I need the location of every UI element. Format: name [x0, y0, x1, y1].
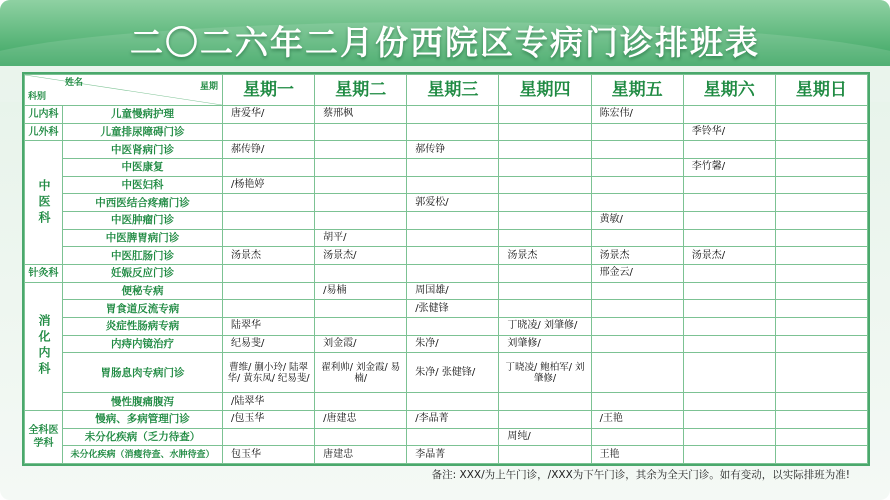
schedule-cell [315, 123, 407, 141]
schedule-cell [775, 123, 867, 141]
schedule-cell: 汤景杰 [223, 247, 315, 265]
day-header-thu: 星期四 [499, 75, 591, 106]
schedule-cell [683, 141, 775, 159]
schedule-cell [683, 176, 775, 194]
schedule-cell [775, 247, 867, 265]
schedule-cell [223, 265, 315, 283]
schedule-cell [775, 176, 867, 194]
schedule-cell [775, 282, 867, 300]
schedule-cell: /包玉华 [223, 410, 315, 428]
schedule-cell: 陈宏伟/ [591, 106, 683, 124]
schedule-cell [499, 159, 591, 177]
schedule-cell: 李晶菁 [407, 446, 499, 464]
schedule-cell: 汤景杰 [591, 247, 683, 265]
schedule-cell: /杨艳婷 [223, 176, 315, 194]
weekday-label: 星期 [199, 82, 218, 92]
schedule-cell [683, 410, 775, 428]
schedule-cell [775, 410, 867, 428]
clinic-name: 中西医结合疼痛门诊 [63, 194, 223, 212]
schedule-cell [775, 159, 867, 177]
schedule-cell: /易楠 [315, 282, 407, 300]
schedule-cell: 汤景杰 [499, 247, 591, 265]
schedule-cell [683, 428, 775, 446]
schedule-cell: 郭爱松/ [407, 194, 499, 212]
schedule-cell [591, 318, 683, 336]
clinic-name: 中医脾胃病门诊 [63, 229, 223, 247]
schedule-cell [775, 393, 867, 411]
schedule-cell [315, 212, 407, 230]
table-row [25, 300, 868, 318]
schedule-cell [499, 194, 591, 212]
clinic-name: 儿童慢病护理 [63, 106, 223, 124]
clinic-name: 慢病、多病管理门诊 [63, 410, 223, 428]
schedule-cell [775, 300, 867, 318]
table-row [25, 229, 868, 247]
schedule-cell [407, 123, 499, 141]
table-row [25, 247, 868, 265]
schedule-cell: 曹维/ 蒯小玲/ 陆翠华/ 黄东凤/ 纪易斐/ [223, 353, 315, 393]
schedule-cell [223, 229, 315, 247]
schedule-cell: 翟利帅/ 刘金霞/ 易楠/ [315, 353, 407, 393]
day-header-mon: 星期一 [223, 75, 315, 106]
schedule-cell: 纪易斐/ [223, 335, 315, 353]
schedule-cell [499, 410, 591, 428]
schedule-cell: 唐建忠 [315, 446, 407, 464]
schedule-cell: 李竹馨/ [683, 159, 775, 177]
day-header-wed: 星期三 [407, 75, 499, 106]
schedule-table-container [22, 72, 870, 466]
schedule-cell [315, 428, 407, 446]
clinic-name: 内痔内镜治疗 [63, 335, 223, 353]
schedule-cell: 胡平/ [315, 229, 407, 247]
schedule-cell [407, 212, 499, 230]
table-row [25, 176, 868, 194]
schedule-cell [407, 318, 499, 336]
schedule-cell [499, 176, 591, 194]
schedule-cell [223, 282, 315, 300]
clinic-name: 胃食道反流专病 [63, 300, 223, 318]
table-row [25, 335, 868, 353]
schedule-cell [499, 265, 591, 283]
name-label: 姓名 [65, 78, 84, 88]
schedule-cell [499, 446, 591, 464]
clinic-name: 未分化疾病（消瘦待查、水肿待查） [63, 446, 223, 464]
day-header-tue: 星期二 [315, 75, 407, 106]
schedule-cell [223, 159, 315, 177]
schedule-cell: 刘金霞/ [315, 335, 407, 353]
table-row [25, 410, 868, 428]
table-row [25, 194, 868, 212]
clinic-name: 中医康复 [63, 159, 223, 177]
table-row [25, 282, 868, 300]
schedule-cell [499, 229, 591, 247]
schedule-cell [499, 141, 591, 159]
day-header-fri: 星期五 [591, 75, 683, 106]
schedule-cell [407, 393, 499, 411]
clinic-name: 慢性腹痛腹泻 [63, 393, 223, 411]
schedule-cell [591, 393, 683, 411]
schedule-cell [683, 229, 775, 247]
table-row [25, 123, 868, 141]
department-cell: 儿外科 [25, 123, 63, 141]
clinic-name: 中医肾病门诊 [63, 141, 223, 159]
table-row [25, 353, 868, 393]
schedule-cell [315, 141, 407, 159]
schedule-cell: 邢金云/ [591, 265, 683, 283]
schedule-table [24, 74, 868, 464]
schedule-cell [591, 300, 683, 318]
schedule-cell [775, 428, 867, 446]
schedule-cell [591, 159, 683, 177]
schedule-cell [315, 265, 407, 283]
schedule-cell [775, 265, 867, 283]
department-cell: 中医科 [25, 141, 63, 265]
table-row [25, 106, 868, 124]
table-row [25, 265, 868, 283]
schedule-cell: /唐建忠 [315, 410, 407, 428]
schedule-cell [683, 446, 775, 464]
schedule-cell [407, 176, 499, 194]
schedule-cell: /陆翠华 [223, 393, 315, 411]
day-header-sun: 星期日 [775, 75, 867, 106]
schedule-cell [683, 353, 775, 393]
schedule-cell [591, 141, 683, 159]
schedule-cell: /王艳 [591, 410, 683, 428]
schedule-cell [315, 159, 407, 177]
department-cell: 全科医学科 [25, 410, 63, 463]
schedule-cell [591, 123, 683, 141]
schedule-cell: 丁晓凌/ 鲍柏军/ 刘肇修/ [499, 353, 591, 393]
schedule-cell [499, 123, 591, 141]
clinic-name: 炎症性肠病专病 [63, 318, 223, 336]
department-cell: 消化内科 [25, 282, 63, 410]
schedule-cell [775, 335, 867, 353]
clinic-name: 中医妇科 [63, 176, 223, 194]
corner-header [25, 75, 223, 106]
schedule-cell [223, 194, 315, 212]
schedule-cell: 汤景杰/ [315, 247, 407, 265]
clinic-name: 妊娠反应门诊 [63, 265, 223, 283]
day-header-sat: 星期六 [683, 75, 775, 106]
schedule-cell [591, 353, 683, 393]
schedule-cell: 包玉华 [223, 446, 315, 464]
schedule-cell [591, 229, 683, 247]
table-row [25, 159, 868, 177]
table-row [25, 428, 868, 446]
table-row [25, 212, 868, 230]
page-title: 二〇二六年二月份西院区专病门诊排班表 [130, 23, 760, 62]
schedule-cell [683, 212, 775, 230]
clinic-name: 中医肿瘤门诊 [63, 212, 223, 230]
schedule-cell [591, 282, 683, 300]
department-label: 科别 [28, 92, 47, 102]
schedule-cell: 蔡邢枫 [315, 106, 407, 124]
schedule-cell [407, 265, 499, 283]
schedule-cell [591, 194, 683, 212]
schedule-cell [407, 428, 499, 446]
schedule-cell: 周国雄/ [407, 282, 499, 300]
schedule-cell [315, 176, 407, 194]
schedule-cell: 陆翠华 [223, 318, 315, 336]
schedule-cell [683, 106, 775, 124]
schedule-cell: /李晶菁 [407, 410, 499, 428]
header-row [25, 75, 868, 106]
schedule-cell: 郝传铮/ [223, 141, 315, 159]
schedule-cell [591, 428, 683, 446]
schedule-cell [315, 300, 407, 318]
schedule-cell [315, 393, 407, 411]
schedule-cell [683, 194, 775, 212]
schedule-cell [407, 229, 499, 247]
table-row [25, 446, 868, 464]
schedule-cell: 王艳 [591, 446, 683, 464]
department-cell: 儿内科 [25, 106, 63, 124]
schedule-cell [407, 247, 499, 265]
schedule-cell [315, 194, 407, 212]
department-cell: 针灸科 [25, 265, 63, 283]
schedule-cell [775, 446, 867, 464]
corner-diagonal [25, 75, 222, 105]
schedule-cell [499, 393, 591, 411]
schedule-cell [223, 428, 315, 446]
schedule-cell [775, 212, 867, 230]
schedule-cell [499, 106, 591, 124]
schedule-cell: 朱净/ [407, 335, 499, 353]
schedule-cell: 唐爱华/ [223, 106, 315, 124]
schedule-cell [683, 318, 775, 336]
schedule-cell [683, 393, 775, 411]
table-row [25, 141, 868, 159]
schedule-cell: 丁晓凌/ 刘肇修/ [499, 318, 591, 336]
schedule-cell [591, 176, 683, 194]
schedule-body [25, 106, 868, 464]
schedule-cell: 郝传铮 [407, 141, 499, 159]
clinic-name: 儿童排尿障碍门诊 [63, 123, 223, 141]
schedule-cell [499, 300, 591, 318]
schedule-cell: 周纯/ [499, 428, 591, 446]
clinic-name: 便秘专病 [63, 282, 223, 300]
clinic-name: 中医肛肠门诊 [63, 247, 223, 265]
schedule-cell [775, 353, 867, 393]
schedule-cell: 黄敏/ [591, 212, 683, 230]
schedule-cell [683, 282, 775, 300]
table-row [25, 393, 868, 411]
schedule-cell [407, 106, 499, 124]
table-row [25, 318, 868, 336]
schedule-cell [223, 300, 315, 318]
schedule-cell [499, 212, 591, 230]
schedule-cell [683, 265, 775, 283]
clinic-name: 未分化疾病（乏力待查） [63, 428, 223, 446]
schedule-cell: 汤景杰/ [683, 247, 775, 265]
schedule-cell: 朱净/ 张健锋/ [407, 353, 499, 393]
schedule-cell [591, 335, 683, 353]
schedule-cell [499, 282, 591, 300]
schedule-cell: 季铃华/ [683, 123, 775, 141]
schedule-cell [775, 318, 867, 336]
schedule-cell [223, 212, 315, 230]
schedule-cell [775, 229, 867, 247]
schedule-cell [775, 194, 867, 212]
clinic-name: 胃肠息肉专病门诊 [63, 353, 223, 393]
schedule-cell [775, 106, 867, 124]
schedule-cell [775, 141, 867, 159]
schedule-cell [683, 300, 775, 318]
schedule-cell [407, 159, 499, 177]
schedule-cell [223, 123, 315, 141]
schedule-cell [315, 318, 407, 336]
schedule-cell: /张健锋 [407, 300, 499, 318]
schedule-cell [683, 335, 775, 353]
schedule-cell: 刘肇修/ [499, 335, 591, 353]
footnote: 备注: XXX/为上午门诊，/XXX为下午门诊，其余为全天门诊。如有变动，以实际排班为准! [431, 469, 850, 481]
